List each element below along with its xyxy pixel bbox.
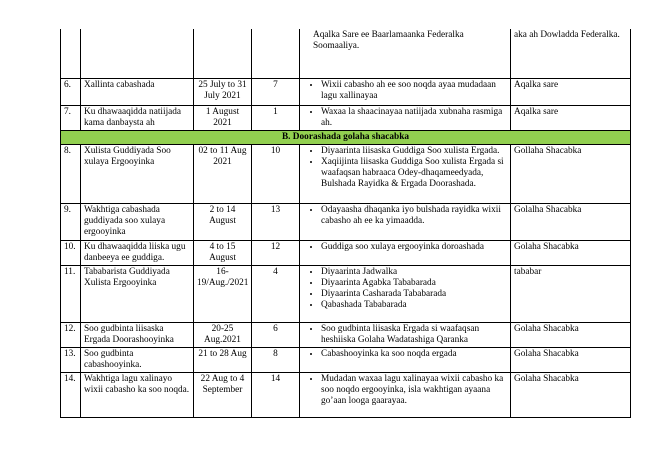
table-row [61,105,631,130]
cell-activity [300,347,511,372]
section-title: B. Doorashada golaha shacabka [61,130,631,144]
cell-responsible: Aqalka sare [511,105,631,130]
activity-list [303,267,507,311]
activity-item: • Diyaarinta Casharada Tababarada [321,289,507,300]
cell-activity [300,372,511,417]
cell-responsible: tababar [511,265,631,322]
cell-date: 4 to 15 August [194,240,252,265]
cell-activity [300,144,511,203]
cell-date: 16-19/Aug./2021 [194,265,252,322]
cell-responsible: Gollaha Shacabka [511,144,631,203]
cell-no: 10. [61,240,81,265]
activity-item: • Diyaarinta liisaska Guddiga Soo xulista Ergada. [321,146,507,157]
cell-date: 02 to 11 Aug 2021 [194,144,252,203]
cell-activity [300,265,511,322]
cell-activity [300,29,511,78]
activity-item: • Cabashooyinka ka soo noqda ergada [321,349,507,360]
activity-item: • Wixii cabasho ah ee soo noqda ayaa mudadaan lagu xallinayaa [321,80,507,102]
cell-task: Ku dhawaaqidda natiijada kama danbaysta ah [81,105,194,130]
cell-responsible: Golaha Shacabka [511,372,631,417]
activity-item: • Guddiga soo xulaya ergooyinka doroashada [321,242,507,253]
activity-list [303,374,507,407]
cell-date [194,29,252,78]
cell-no: 14. [61,372,81,417]
cell-days: 12 [252,240,300,265]
table-row [61,78,631,105]
cell-task: Soo gudbinta liisaska Ergada Doorashooyinka [81,322,194,347]
activity-list [303,205,507,227]
table-row [61,144,631,203]
activity-item: • Odayaasha dhaqanka iyo bulshada rayidka wixii cabasho ah ee ka yimaadda. [321,205,507,227]
cell-no: 7. [61,105,81,130]
cell-date: 22 Aug to 4 September [194,372,252,417]
cell-responsible: Aqalka sare [511,78,631,105]
activity-list [303,349,507,360]
activity-list [303,242,507,253]
cell-task [81,29,194,78]
activity-item: • Waxaa la shaacinayaa natiijada xubnaha rasmiga ah. [321,107,507,129]
cell-task: Ku dhawaaqidda liiska ugu danbeeya ee guddiga. [81,240,194,265]
cell-task: Wakhtiga lagu xalinayo wixii cabasho ka soo noqda. [81,372,194,417]
cell-days: 7 [252,78,300,105]
table-row [61,265,631,322]
cell-activity [300,203,511,240]
activity-item: • Xaqiijinta liisaska Guddiga Soo xulista Ergada si waafaqsan habraaca Odey-dhaqameedyada, Bulshada Rayidka & Ergada Doorashada. [321,157,507,190]
cell-no: 6. [61,78,81,105]
activity-list [303,80,507,102]
cell-responsible: Golaha Shacabka [511,240,631,265]
cell-no: 13. [61,347,81,372]
cell-days: 10 [252,144,300,203]
section-header-row [61,130,631,144]
cell-days: 1 [252,105,300,130]
cell-responsible: Golalha Shacabka [511,203,631,240]
cell-no: 12. [61,322,81,347]
cell-days: 4 [252,265,300,322]
table-row [61,240,631,265]
cell-days [252,29,300,78]
activity-list [303,146,507,190]
cell-no: 8. [61,144,81,203]
cell-days: 14 [252,372,300,417]
cell-date: 25 July to 31 July 2021 [194,78,252,105]
cell-task: Tababarista Guddiyada Xulista Ergooyinka [81,265,194,322]
schedule-body [61,29,631,417]
table-row [61,372,631,417]
cell-date: 21 to 28 Aug [194,347,252,372]
activity-item: • Soo gudbinta liisaska Ergada si waafaqsan heshiiska Golaha Wadatashiga Qaranka [321,324,507,346]
table-row [61,29,631,78]
cell-responsible: aka ah Dowladda Federalka. [511,29,631,78]
activity-item: • Diyaarinta Jadwalka [321,267,507,278]
schedule-table [60,29,631,418]
cell-no: 9. [61,203,81,240]
cell-responsible: Golaha Shacabka [511,347,631,372]
activity-text: Aqalka Sare ee Baarlamaanka Federalka Soomaaliya. [313,30,464,51]
activity-item: • Diyaarinta Agabka Tababarada [321,278,507,289]
activity-list [303,107,507,129]
activity-item: • Qabashada Tababarada [321,300,507,311]
cell-days: 8 [252,347,300,372]
cell-date: 2 to 14 August [194,203,252,240]
cell-task: Xallinta cabashada [81,78,194,105]
cell-activity [300,105,511,130]
cell-task: Xulista Guddiyada Soo xulaya Ergooyinka [81,144,194,203]
activity-item: • Mudadan waxaa lagu xalinayaa wixii cabasho ka soo noqdo ergooyinka, isla wakhtigan ayaana go’aan looga gaarayaa. [321,374,507,407]
cell-task: Wakhtiga cabashada guddiyada soo xulaya ergooyinka [81,203,194,240]
cell-responsible: Golaha Shacabka [511,322,631,347]
cell-days: 6 [252,322,300,347]
cell-activity [300,322,511,347]
table-row [61,347,631,372]
cell-no [61,29,81,78]
cell-task: Soo gudbinta cabashooyinka. [81,347,194,372]
table-row [61,203,631,240]
cell-date: 20-25 Aug.2021 [194,322,252,347]
cell-activity [300,240,511,265]
activity-list [303,324,507,346]
cell-days: 13 [252,203,300,240]
table-row [61,322,631,347]
cell-activity [300,78,511,105]
cell-date: 1 August 2021 [194,105,252,130]
cell-no: 11. [61,265,81,322]
